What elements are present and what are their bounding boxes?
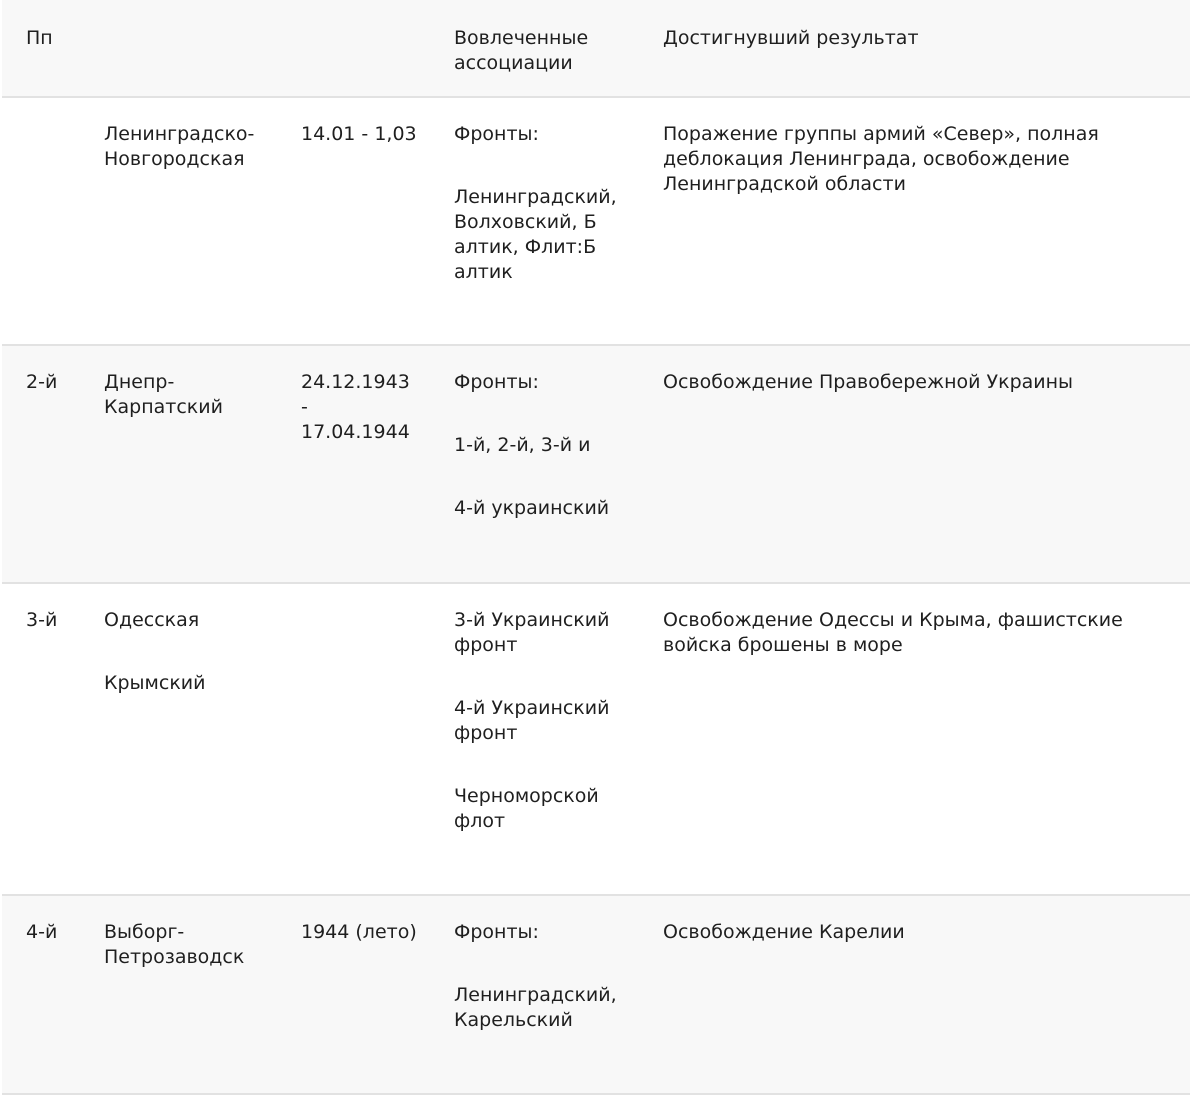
- header-result: Достигнувший результат: [663, 27, 919, 49]
- association-line: Фронты:: [454, 921, 539, 943]
- row-associations: [454, 370, 624, 521]
- row-associations: [454, 122, 624, 285]
- name-line: Днепр-Карпатский: [104, 371, 223, 418]
- name-line: Крымский: [104, 672, 206, 694]
- table-row: [2, 98, 1190, 346]
- operations-table: [2, 0, 1190, 1095]
- name-line: Ленинградско-Новгородская: [104, 123, 255, 170]
- association-line: Черноморской флот: [454, 785, 599, 832]
- row-name: [104, 122, 279, 172]
- row-date: 1944 (лето): [301, 921, 417, 943]
- association-line: 4-й Украинский фронт: [454, 697, 610, 744]
- row-num: 3-й: [26, 609, 58, 631]
- table-header-row: [2, 0, 1190, 98]
- name-line: Одесская: [104, 609, 200, 631]
- association-line: 3-й Украинский фронт: [454, 609, 610, 656]
- header-num: Пп: [26, 27, 53, 49]
- row-name: [104, 370, 279, 420]
- row-name: [104, 920, 279, 970]
- association-line: 1-й, 2-й, 3-й и: [454, 434, 591, 456]
- row-associations: [454, 920, 624, 1033]
- row-name: [104, 608, 279, 696]
- association-line: 4-й украинский: [454, 497, 610, 519]
- row-associations: [454, 608, 624, 834]
- row-result: Поражение группы армий «Север», полная деблокация Ленинграда, освобождение Ленинградской области: [663, 123, 1099, 195]
- association-line: Фронты:: [454, 371, 539, 393]
- row-result: Освобождение Правобережной Украины: [663, 371, 1074, 393]
- row-num: 4-й: [26, 921, 58, 943]
- row-num: 2-й: [26, 371, 58, 393]
- header-associations: Вовлеченные ассоциации: [454, 27, 589, 74]
- row-result: Освобождение Карелии: [663, 921, 905, 943]
- table-row: [2, 346, 1190, 584]
- association-line: Ленинградский, Волховский, Б алтик, Флит:Б алтик: [454, 186, 617, 283]
- row-date: 14.01 - 1,03: [301, 123, 417, 145]
- name-line: Выборг-Петрозаводск: [104, 921, 245, 968]
- row-date: 24.12.1943 - 17.04.1944: [301, 371, 410, 443]
- table-row: [2, 584, 1190, 896]
- table-row: [2, 896, 1190, 1095]
- association-line: Фронты:: [454, 123, 539, 145]
- association-line: Ленинградский, Карельский: [454, 984, 617, 1031]
- row-result: Освобождение Одессы и Крыма, фашистские войска брошены в море: [663, 609, 1123, 656]
